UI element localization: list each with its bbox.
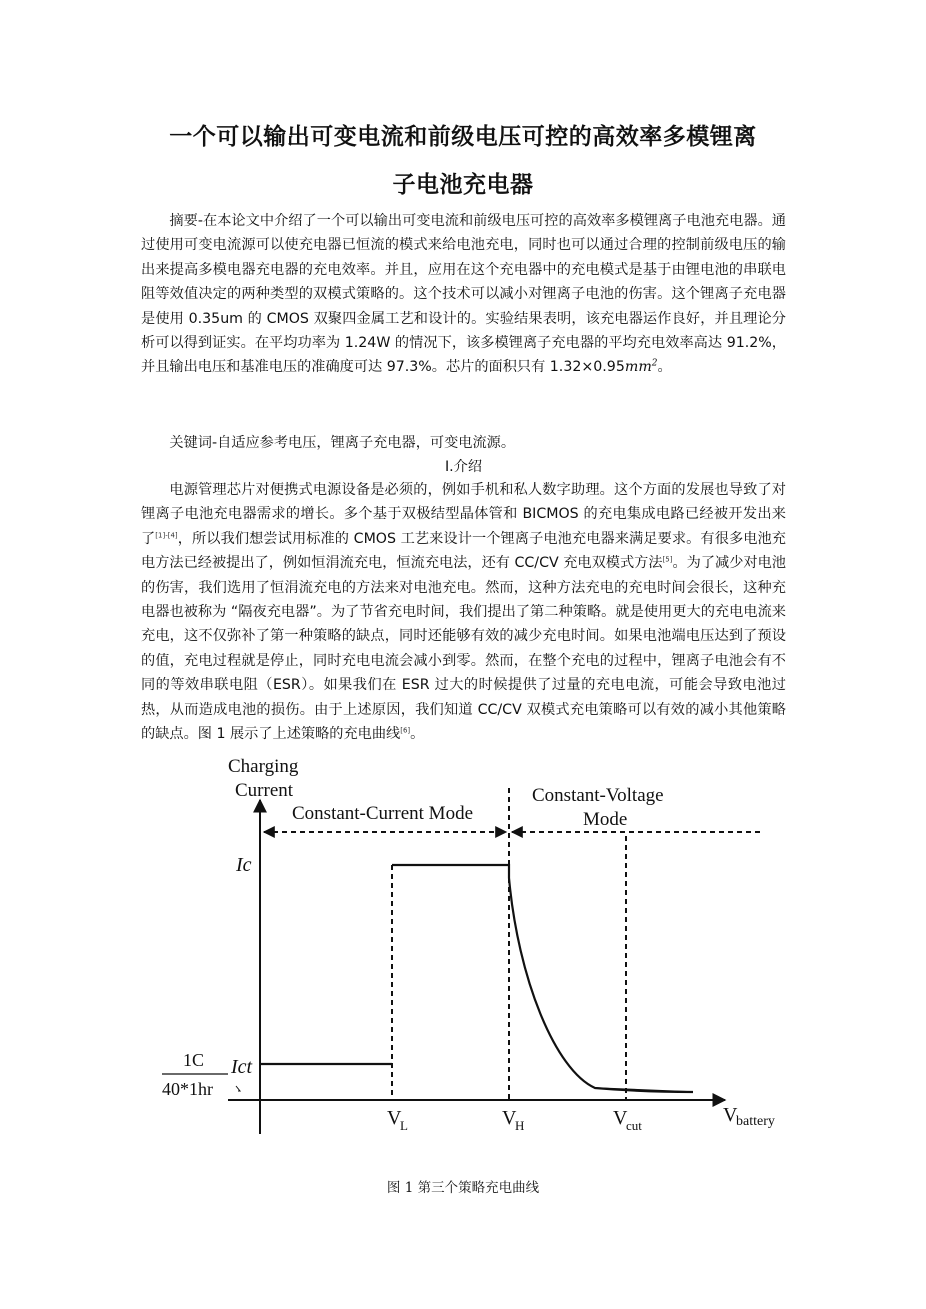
area-exponent: 2 [651,358,658,369]
abstract [141,209,786,380]
section-heading: Ⅰ.介绍 [444,459,483,475]
paper-title-line-1: 一个可以输出可变电流和前级电压可控的高效率多模锂离 [169,124,757,150]
paper-title-line-2: 子电池充电器 [392,172,534,198]
charging-curve-figure [150,748,790,1148]
x-tick-vh [502,1107,524,1133]
intro-text-4: 。 [410,726,425,743]
x-tick-vcut [613,1107,642,1133]
keywords-text: 关键词-自适应参考电压，锂离子充电器，可变电流源。 [169,435,516,451]
introduction [141,478,786,746]
abstract-text: 摘要-在本论文中介绍了一个可以输出可变电流和前级电压可控的高效率多模锂离子电池充电器。通过使用可变电流源可以使充电器已恒流的模式来给电池充电，同时也可以通过合理的控制前级电压的输出来提高多模电器充电器的充电效率。并且，应用在这个充电器中的充电模式是基于由锂电池的串联电阻等效值决定的两种类型的双模式策略的。这个技术可以减小对锂离子电池的伤害。这个锂离子充电器是使用 0.35um 的 CMOS 双聚四金属工艺和设计的。实验结果表明，该充电器运作良好，并且理论分析可以得到证实。在平均功率为 1.24W 的情况下，该多模锂离子充电器的平均充电效率高达 91.2%，并且输出电压和基准电压的准确度可达 97.3%。芯片的面积只有 1.32×0.95 [141,213,786,376]
x-tick-vh-sub: H [515,1118,525,1133]
fraction-denominator: 40*1hr [162,1079,213,1099]
cv-mode-label-line-1: Constant-Voltage [532,785,664,806]
citation-1-4: [1]-[4] [155,531,178,540]
cc-mode-label: Constant-Current Mode [292,803,474,824]
cv-mode-label-line-2: Mode [583,809,628,830]
y-axis-label-line-1: Charging [228,756,299,777]
fraction-pointer-mark [236,1086,240,1091]
y-axis-label-line-2: Current [235,780,294,801]
x-tick-vl [387,1107,408,1133]
x-tick-vcut-main: V [613,1107,628,1129]
x-tick-vl-main: V [387,1107,402,1129]
x-tick-vcut-sub: cut [626,1118,642,1133]
ict-label: Ict [231,1056,253,1078]
area-unit: mm [624,359,652,376]
x-axis-label-sub: battery [736,1114,775,1129]
x-axis-label-vbattery [723,1104,775,1129]
keywords [141,431,786,455]
abstract-paragraph [141,209,786,380]
charging-current-curve [260,865,693,1092]
intro-paragraph [141,478,786,746]
intro-text-2: ，所以我们想尝试用标准的 CMOS 工艺来设计一个锂离子电池充电器来满足要求。有很多电池充电方法已经被提出了，例如恒涓流充电，恒流充电法，还有 CC/CV 充电双模式方法 [141,530,786,572]
ic-label: Ic [236,854,252,876]
intro-text-3: 。为了减少对电池的伤害，我们选用了恒涓流充电的方法来对电池充电。然而，这种方法充电的充电时间会很长，这种充电器也被称为 “隔夜充电器”。为了节省充电时间，我们提出了第二种策略。就是使用更大的充电电流来充电，这不仅弥补了第一种策略的缺点，同时还能够有效的减少充电时间。如果电池端电压达到了预设的值，充电过程就是停止，同时充电电流会减小到零。然而，在整个充电的过程中，锂离子电池会有不同的等效串联电阻（ESR）。如果我们在 ESR 过大的时候提供了过量的充电电流，可能会导致电池过热，从而造成电池的损伤。由于上述原因，我们知道 CC/CV 双模式充电策略可以有效的减小其他策略的缺点。图 1 展示了上述策略的充电曲线 [141,555,786,743]
x-axis-label-main: V [723,1104,738,1126]
intro-text-1: 电源管理芯片对便携式电源设备是必须的，例如手机和私人数字助理。这个方面的发展也导致了对锂离子电池充电器需求的增长。多个基于双极结型晶体管和 BICMOS 的充电集成电路已经被开发出来了 [141,482,786,547]
citation-5: [5] [662,555,673,564]
fraction-numerator: 1C [183,1050,205,1070]
x-tick-vh-main: V [502,1107,517,1129]
citation-6: [6] [400,726,411,735]
x-tick-vl-sub: L [400,1118,408,1133]
abstract-end: 。 [657,359,672,376]
figure-caption: 图 1 第三个策略充电曲线 [386,1180,540,1196]
